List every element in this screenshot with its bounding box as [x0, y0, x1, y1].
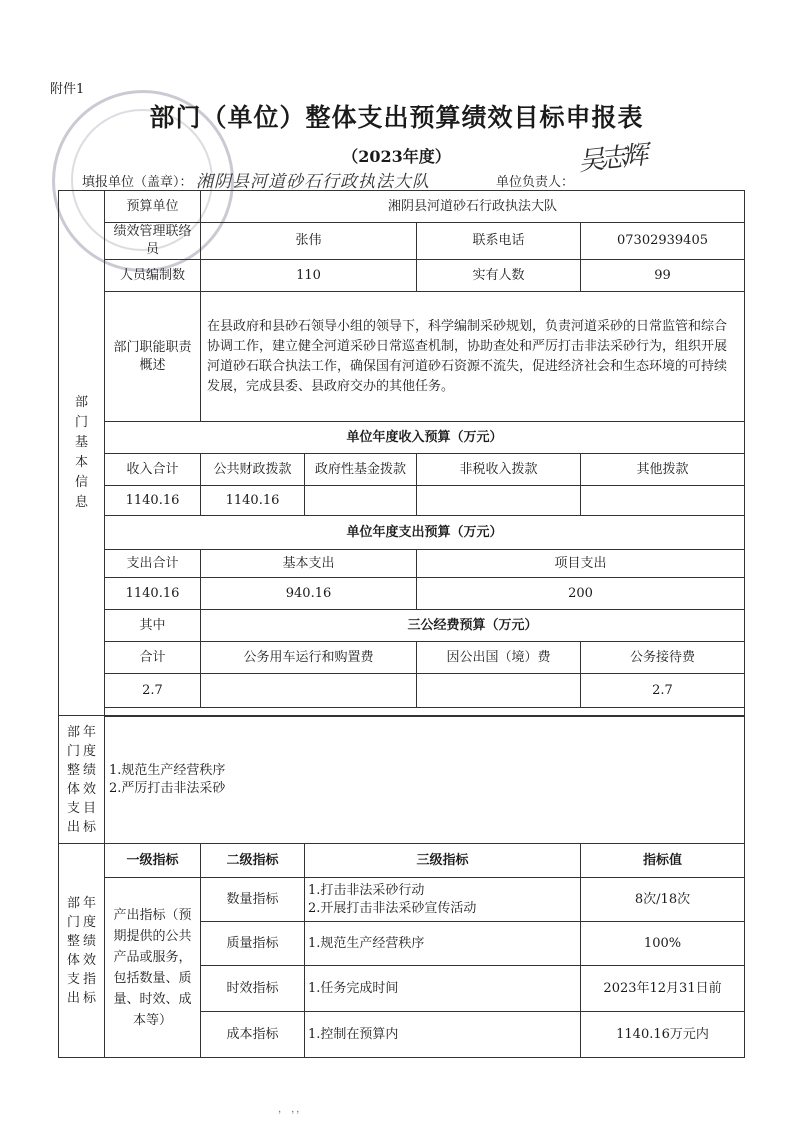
expense-value-basic: 940.16 — [201, 578, 417, 610]
phone-value: 07302939405 — [581, 223, 745, 260]
three-value-reception: 2.7 — [581, 674, 745, 708]
goal-line-1: 1.规范生产经营秩序 — [109, 762, 226, 778]
income-header-other: 其他拨款 — [581, 454, 745, 486]
income-header-fund: 政府性基金拨款 — [305, 454, 417, 486]
contact-person-value: 张伟 — [201, 223, 417, 260]
three-value-total: 2.7 — [105, 674, 201, 708]
indicator-level3: 1.任务完成时间 — [305, 966, 581, 1012]
goals-text — [105, 716, 745, 844]
expense-value-total: 1140.16 — [105, 578, 201, 610]
indicator-level3: 1.规范生产经营秩序 — [305, 922, 581, 966]
expense-header-total: 支出合计 — [105, 550, 201, 578]
indicator-level3: 1.打击非法采砂行动 2.开展打击非法采砂宣传活动 — [305, 878, 581, 922]
duty-label: 部门职能职责概述 — [105, 292, 201, 422]
three-value-abroad — [417, 674, 581, 708]
indicator-value: 1140.16万元内 — [581, 1012, 745, 1058]
three-header-reception: 公务接待费 — [581, 642, 745, 674]
budget-unit-value: 湘阴县河道砂石行政执法大队 — [201, 191, 745, 223]
indicator-value: 100% — [581, 922, 745, 966]
staff-quota-value: 110 — [201, 260, 417, 292]
income-value-total: 1140.16 — [105, 486, 201, 516]
three-header-total: 合计 — [105, 642, 201, 674]
fill-unit-value: 湘阴县河道砂石行政执法大队 — [196, 172, 430, 192]
actual-staff-value: 99 — [581, 260, 745, 292]
goal-line-2: 2.严厉打击非法采砂 — [109, 780, 226, 796]
page-title: 部门（单位）整体支出预算绩效目标申报表 — [149, 103, 644, 132]
income-value-fund — [305, 486, 417, 516]
indicator-header-level3: 三级指标 — [305, 844, 581, 878]
indicator-value: 2023年12月31日前 — [581, 966, 745, 1012]
staff-quota-label: 人员编制数 — [105, 260, 201, 292]
footer-mark: ， ，， — [278, 1104, 307, 1115]
income-header-total: 收入合计 — [105, 454, 201, 486]
income-title: 单位年度收入预算（万元） — [105, 422, 745, 454]
leader-label: 单位负责人： — [496, 175, 575, 190]
income-value-public: 1140.16 — [201, 486, 305, 516]
indicator-level3: 1.控制在预算内 — [305, 1012, 581, 1058]
expense-header-basic: 基本支出 — [201, 550, 417, 578]
three-public-title: 三公经费预算（万元） — [201, 610, 745, 642]
income-header-public: 公共财政拨款 — [201, 454, 305, 486]
indicator-level2: 时效指标 — [201, 966, 305, 1012]
indicators-section-label: 部门整体支出 年度绩效指标 — [59, 844, 105, 1058]
budget-form-table — [58, 190, 745, 1058]
contact-person-label: 绩效管理联络员 — [105, 223, 201, 260]
income-header-nontax: 非税收入拨款 — [417, 454, 581, 486]
report-year: （2023年度） — [342, 147, 451, 166]
actual-staff-label: 实有人数 — [417, 260, 581, 292]
three-value-vehicle — [201, 674, 417, 708]
expense-value-project: 200 — [417, 578, 745, 610]
indicator-value: 8次/18次 — [581, 878, 745, 922]
expense-title: 单位年度支出预算（万元） — [105, 516, 745, 550]
income-value-other — [581, 486, 745, 516]
budget-unit-label: 预算单位 — [105, 191, 201, 223]
indicator-header-level2: 二级指标 — [201, 844, 305, 878]
indicator-level2: 数量指标 — [201, 878, 305, 922]
goals-section-label: 部门整体支出 年度绩效目标 — [59, 716, 105, 844]
attachment-label: 附件1 — [50, 82, 85, 97]
indicator-header-level1: 一级指标 — [105, 844, 201, 878]
three-header-abroad: 因公出国（境）费 — [417, 642, 581, 674]
indicator-level2: 成本指标 — [201, 1012, 305, 1058]
of-which-label: 其中 — [105, 610, 201, 642]
indicator-level1: 产出指标（预期提供的公共产品或服务，包括数量、质量、时效、成本等） — [105, 878, 201, 1058]
phone-label: 联系电话 — [417, 223, 581, 260]
indicator-level2: 质量指标 — [201, 922, 305, 966]
duty-text: 在县政府和县砂石领导小组的领导下，科学编制采砂规划，负责河道采砂的日常监管和综合协调工作，建立健全河道采砂日常巡查机制，协助查处和严厉打击非法采砂行为，组织开展河道砂石联合执法工作，确保国有河道砂石资源不流失，促进经济社会和生态环境的可持续发展，完成县委、县政府交办的其他任务。 — [201, 292, 745, 422]
three-header-vehicle: 公务用车运行和购置费 — [201, 642, 417, 674]
basic-info-section-label: 部门基本信息 — [59, 191, 105, 716]
leader-signature: 吴志辉 — [576, 140, 646, 178]
expense-header-project: 项目支出 — [417, 550, 745, 578]
fill-unit-label: 填报单位（盖章）： — [82, 175, 193, 190]
income-value-nontax — [417, 486, 581, 516]
indicator-header-value: 指标值 — [581, 844, 745, 878]
